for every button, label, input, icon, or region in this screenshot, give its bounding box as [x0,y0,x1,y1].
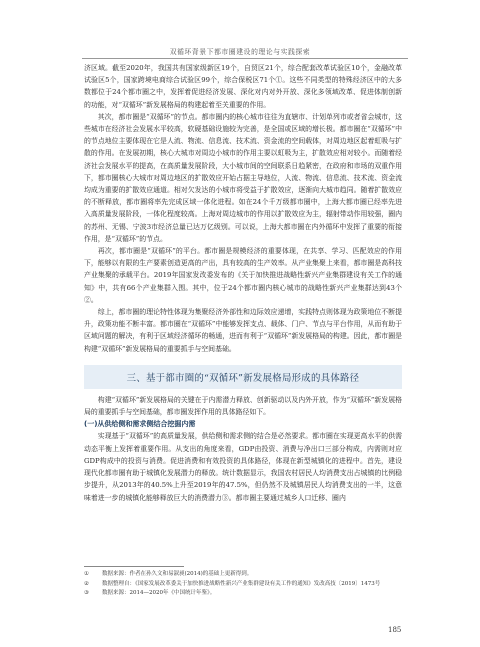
paragraph-3: 再次，都市圈是“双循环”的平台。都市圈是规模经济的重要体现，在共享、学习、匹配效应的作用下，能够以有限的生产要素创造更高的产出，具有较高的生产效率。从产业集聚上来看，都市圈是高科技产业集聚的承载平台。2019年国家发改委发布的《关于加快推进战略性新兴产业集群建设有关工作的通知》中，共有66个产业集群入围。其中，位于24个都市圈内核心城市的战略性新兴产业集群达到43个②。 [84,247,402,304]
section-intro: 构建“双循环”新发展格局的关键在于内需潜力释放、创新驱动以及内外开放，作为“双循环”新发展格局的重要抓手与空间基础，都市圈发挥作用的具体路径如下。 [84,395,402,417]
header-rule [82,58,408,59]
page-number: 185 [388,626,402,634]
footnote-1 [84,570,402,580]
section-heading: 三、基于都市圈的“双循环”新发展格局形成的具体路径 [84,365,402,389]
footnote-2 [84,580,402,590]
footnote-text: 数据整理自：《国家发展改革委关于加快推进战略性新兴产业集群建设有关工作的通知》发改高技〔2019〕1473号 [102,580,381,587]
footnote-rule [84,566,184,567]
footnotes [84,570,402,599]
footnote-mark: ② [84,580,89,587]
footnote-text: 数据来源：2014—2020年《中国统计年鉴》。 [102,590,216,597]
running-header: 双循环背景下都市圈建设的理论与实践探索 [169,48,311,56]
paragraph-4: 综上，都市圈的理论特性体现为集聚经济外部性和边际效应递增，实践特点则体现为政策地位不断提升，政策功能不断丰富。都市圈在“双循环”中能够发挥支点、载体、门户、节点与平台作用，从而有助于区域问题的解决，有利于区域经济循环的畅通，进而有利于“双循环”新发展格局的构建。因此，都市圈是构建“双循环”新发展格局的重要抓手与空间基础。 [84,308,402,353]
footnote-text: 数据来源：作者在孙久文和易淑昶(2014)的基础上更新得到。 [102,571,253,577]
sub-heading: (一)从供给侧和需求侧结合挖掘内需 [84,420,196,429]
footnote-3 [84,589,402,599]
footnote-mark: ③ [84,590,89,597]
body-text [84,62,402,504]
paragraph-2: 其次，都市圈是“双循环”的节点。都市圈内的核心城市往往为直辖市、计划单列市或者省会城市，这些城市在经济社会发展水平较高，软硬基础设施较为完善，是全国或区域的增长极。都市圈在“双循环”中的节点地位主要体现在它是人流、物流、信息流、技术流、资金流的空间载体，对周边地区起着虹吸与扩散的作用。在发展初期，核心大城市对周边小城市的作用主要以虹吸为主，扩散效应相对较小。而随着经济社会发展水平的提高，在高质量发展阶段，大小城市间的空间联系日趋紧密，在政府和市场的双重作用下，都市圈核心大城市对周边地区的扩散效应开始占据主导地位，人流、物流、信息流、技术流、资金流均成为重要的扩散效应通道。相对欠发达的小城市将受益于扩散效应，逐渐向大城市趋同。随着扩散效应的不断释放，都市圈将率先完成区域一体化进程。如在24个千万级都市圈中，上海大都市圈已经率先进入高质量发展阶段，一体化程度较高。上海对周边城市的作用以扩散效应为主，辐射带动作用较强，圈内的苏州、无锡、宁波3市经济总量已达万亿级别。可以说，上海大都市圈在内外循环中发挥了重要的衔接作用，是“双循环”的节点。 [84,112,402,243]
section-paragraph: 实现基于“双循环”的高质量发展，供给侧和需求侧的结合是必然要求。都市圈在实现更高水平的供需动态平衡上发挥着重要作用。从支出的角度来看，GDP由投资、消费与净出口三部分构成，内需则对应GDP构成中的投资与消费。促进消费和有效投资的具体路径，体现在新型城镇化的进程中。首先，建设现代化都市圈有助于城镇化发展潜力的释放。统计数据显示，我国农村居民人均消费支出占城镇的比例稳步提升，从2013年的40.5%上升至2019年的47.5%，但仍然不及城镇居民人均消费支出的一半，这意味着进一步的城镇化能够释放巨大的消费潜力③。都市圈主要通过城乡人口迁移、圈内 [84,432,402,502]
paragraph-1: 济区域。截至2020年，我国共有国家级新区19个，自贸区21个，综合配套改革试验区10个，金融改革试验区5个，国家跨境电商综合试验区99个，综合保税区71个①。这些不同类型的特殊经济区中的大多数都位于24个都市圈之中，发挥着促进经济发展、深化对内对外开放、深化多领域改革、促进体制创新的功能，对“双循环”新发展格局的构建起着至关重要的作用。 [84,64,402,109]
footnote-mark: ① [84,571,89,577]
